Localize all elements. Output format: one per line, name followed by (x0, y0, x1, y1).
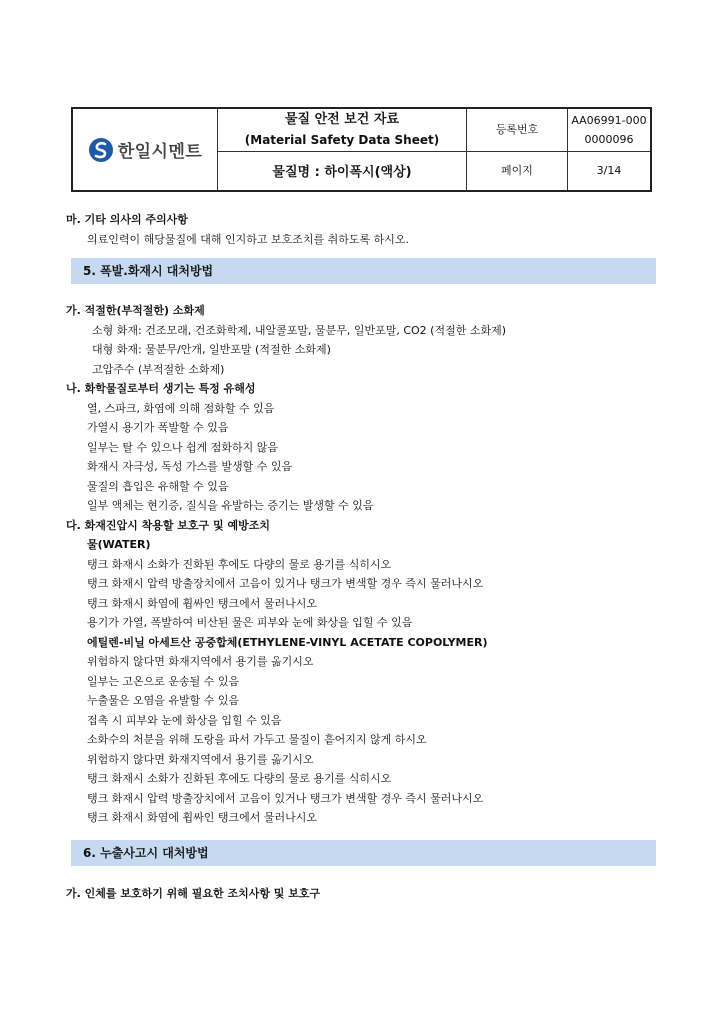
company-logo (73, 137, 217, 163)
extinguishing-media-heading: 가. 적절한(부적절한) 소화제 (66, 304, 205, 317)
document-title-cell (218, 108, 467, 151)
eva-line: 소화수의 처분을 위해 도랑을 파서 가두고 물질이 흩어지지 않게 하시오 (87, 733, 427, 746)
registration-number-line1: AA06991-000 (571, 113, 647, 127)
specific-hazards-heading: 나. 화학물질로부터 생기는 특정 유해성 (66, 382, 256, 395)
eva-line: 위험하지 않다면 화재지역에서 용기를 옮기시오 (87, 752, 314, 766)
eva-line: 누출물은 오염을 유발할 수 있음 (87, 694, 240, 707)
specific-hazards-line: 물질의 흡입은 유해할 수 있음 (87, 479, 229, 493)
specific-hazards-line: 열, 스파크, 화염에 의해 점화할 수 있음 (87, 401, 275, 415)
document-title-ko: 물질 안전 보건 자료 (284, 111, 400, 127)
eva-line: 탱크 화재시 소화가 진화된 후에도 다량의 물로 용기를 식히시오 (87, 772, 392, 785)
msds-header-table (71, 107, 652, 192)
personal-precautions-heading: 가. 인체를 보호하기 위해 필요한 조치사항 및 보호구 (66, 886, 321, 900)
specific-hazards-line: 일부는 탈 수 있으나 쉽게 점화하지 않음 (87, 440, 278, 454)
extinguishing-media-line: 소형 화재: 건조모래, 건조화학제, 내알콜포말, 물분무, 일반포말, CO2 (적절한 소화제) (92, 323, 506, 337)
document-body (66, 210, 656, 903)
water-line: 탱크 화재시 소화가 진화된 후에도 다량의 물로 용기를 식히시오 (87, 557, 392, 571)
eva-line: 탱크 화재시 화염에 휩싸인 탱크에서 물러나시오 (87, 811, 318, 824)
specific-hazards-line: 화재시 자극성, 독성 가스를 발생할 수 있음 (87, 460, 293, 473)
water-subheading: 물(WATER) (87, 538, 151, 551)
product-name: 물질명 : 하이폭시(액상) (218, 151, 467, 191)
registration-number-value (568, 108, 652, 151)
eva-line: 위험하지 않다면 화재지역에서 용기를 옮기시오 (87, 655, 314, 668)
section-5-title: 5. 폭발.화재시 대처방법 (71, 258, 656, 284)
company-logo-icon (88, 137, 114, 163)
eva-subheading: 에틸렌-비닐 아세트산 공중합체(ETHYLENE-VINYL ACETATE COPOLYMER) (87, 635, 488, 649)
page-label: 페이지 (467, 151, 568, 191)
company-name: 한일시멘트 (117, 142, 203, 162)
section-6-title: 6. 누출사고시 대처방법 (71, 840, 656, 866)
water-line: 용기가 가열, 폭발하여 비산된 물은 피부와 눈에 화상을 입힐 수 있음 (87, 616, 413, 629)
specific-hazards-line: 일부 액체는 현기증, 질식을 유발하는 증기는 발생할 수 있음 (87, 499, 374, 512)
eva-line: 일부는 고온으로 운송될 수 있음 (87, 674, 240, 688)
physician-notes-heading: 마. 기타 의사의 주의사항 (66, 213, 188, 226)
registration-number-label: 등록번호 (467, 108, 568, 151)
specific-hazards-line: 가열시 용기가 폭발할 수 있음 (87, 421, 229, 434)
page-number: 3/14 (568, 151, 652, 191)
registration-number-line2: 0000096 (584, 132, 634, 146)
extinguishing-media-line: 대형 화재: 물분무/안개, 일반포말 (적절한 소화제) (92, 343, 331, 356)
water-line: 탱크 화재시 압력 방출장치에서 고음이 있거나 탱크가 변색할 경우 즉시 물러나시오 (87, 577, 484, 590)
eva-line: 접촉 시 피부와 눈에 화상을 입힐 수 있음 (87, 713, 282, 727)
document-title-en: (Material Safety Data Sheet) (244, 132, 440, 147)
water-line: 탱크 화재시 화염에 휩싸인 탱크에서 물러나시오 (87, 596, 318, 610)
eva-line: 탱크 화재시 압력 방출장치에서 고음이 있거나 탱크가 변색할 경우 즉시 물러나시오 (87, 791, 484, 805)
company-logo-cell (72, 108, 218, 191)
extinguishing-media-line: 고압주수 (부적절한 소화제) (92, 362, 225, 376)
protective-equipment-heading: 다. 화재진압시 착용할 보호구 및 예방조치 (66, 518, 270, 532)
physician-notes-line: 의료인력이 해당물질에 대해 인지하고 보호조치를 취하도록 하시오. (87, 232, 410, 246)
